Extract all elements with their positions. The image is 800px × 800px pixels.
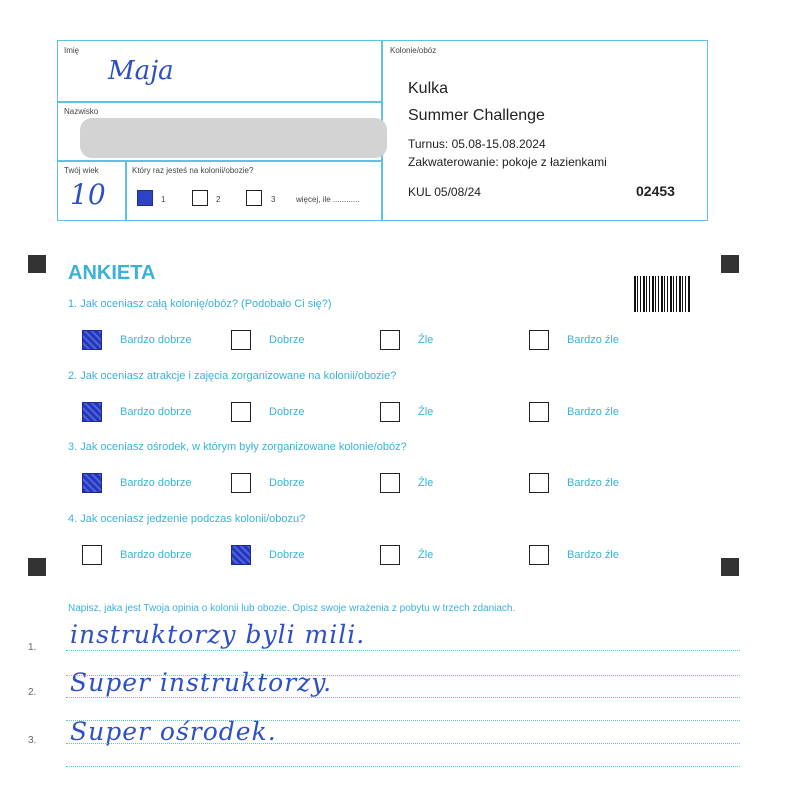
opinion-prompt: Napisz, jaka jest Twoja opinia o kolonii lub obozie. Opisz swoje wrażenia z pobytu w trzech zdaniach. bbox=[68, 603, 516, 614]
q2-option-bad-checkbox[interactable] bbox=[380, 402, 400, 422]
times-option-2-checkbox[interactable] bbox=[192, 190, 208, 206]
header-divider-name bbox=[57, 101, 382, 103]
q4-option-bad-label: Źle bbox=[418, 549, 434, 561]
opinion-line-2-text[interactable]: Super instruktorzy. bbox=[70, 668, 333, 697]
q1-option-very-good-label: Bardzo dobrze bbox=[120, 334, 192, 346]
opinion-line-3-number: 3. bbox=[28, 735, 37, 746]
opinion-extra-rule-1 bbox=[66, 675, 740, 676]
q2-option-good-label: Dobrze bbox=[269, 406, 305, 418]
q1-option-good-label: Dobrze bbox=[269, 334, 305, 346]
camp-name: Kulka bbox=[408, 80, 449, 97]
camp-code: KUL 05/08/24 bbox=[408, 185, 481, 199]
camp-program: Summer Challenge bbox=[408, 107, 545, 124]
scan-marker-top-right bbox=[721, 255, 739, 273]
q3-option-very-good-label: Bardzo dobrze bbox=[120, 477, 192, 489]
surname-label: Nazwisko bbox=[64, 107, 99, 116]
q1-option-very-bad-label: Bardzo źle bbox=[567, 334, 619, 346]
turnus: Turnus: 05.08-15.08.2024 bbox=[408, 137, 546, 151]
times-option-1-checkbox[interactable] bbox=[137, 190, 153, 206]
times-option-1-label: 1 bbox=[161, 195, 166, 204]
times-option-3-checkbox[interactable] bbox=[246, 190, 262, 206]
opinion-line-2-rule bbox=[66, 697, 740, 698]
age-label: Twój wiek bbox=[64, 166, 99, 175]
q3-option-bad-checkbox[interactable] bbox=[380, 473, 400, 493]
header-divider-age bbox=[125, 160, 127, 221]
q1-option-bad-checkbox[interactable] bbox=[380, 330, 400, 350]
q1-option-very-good-checkbox[interactable] bbox=[82, 330, 102, 350]
q3-option-very-good-checkbox[interactable] bbox=[82, 473, 102, 493]
scan-marker-bottom-left bbox=[28, 558, 46, 576]
q2-option-very-bad-checkbox[interactable] bbox=[529, 402, 549, 422]
age-value[interactable]: 10 bbox=[70, 178, 106, 211]
survey-title: ANKIETA bbox=[68, 262, 156, 284]
q4-option-very-bad-label: Bardzo źle bbox=[567, 549, 619, 561]
question-3: 3. Jak oceniasz ośrodek, w którym były zorganizowane kolonie/obóz? bbox=[68, 441, 407, 453]
opinion-line-3-rule bbox=[66, 743, 740, 744]
q2-option-bad-label: Źle bbox=[418, 406, 434, 418]
question-1: 1. Jak oceniasz całą kolonię/obóz? (Podobało Ci się?) bbox=[68, 298, 332, 310]
q4-option-good-checkbox[interactable] bbox=[231, 545, 251, 565]
opinion-line-1-rule bbox=[66, 650, 740, 651]
q4-option-very-good-label: Bardzo dobrze bbox=[120, 549, 192, 561]
q3-option-bad-label: Źle bbox=[418, 477, 434, 489]
q3-option-very-bad-checkbox[interactable] bbox=[529, 473, 549, 493]
q2-option-good-checkbox[interactable] bbox=[231, 402, 251, 422]
question-4: 4. Jak oceniasz jedzenie podczas kolonii/obozu? bbox=[68, 513, 306, 525]
scan-marker-top-left bbox=[28, 255, 46, 273]
name-label: Imię bbox=[64, 46, 80, 55]
q2-option-very-good-checkbox[interactable] bbox=[82, 402, 102, 422]
q1-option-good-checkbox[interactable] bbox=[231, 330, 251, 350]
q4-option-very-good-checkbox[interactable] bbox=[82, 545, 102, 565]
redacted-surname bbox=[80, 118, 387, 158]
question-2: 2. Jak oceniasz atrakcje i zajęcia zorganizowane na kolonii/obozie? bbox=[68, 370, 397, 382]
q2-option-very-good-label: Bardzo dobrze bbox=[120, 406, 192, 418]
scan-marker-bottom-right bbox=[721, 558, 739, 576]
q1-option-very-bad-checkbox[interactable] bbox=[529, 330, 549, 350]
opinion-line-1-number: 1. bbox=[28, 642, 37, 653]
q4-option-very-bad-checkbox[interactable] bbox=[529, 545, 549, 565]
opinion-line-1-text[interactable]: instruktorzy byli mili. bbox=[70, 620, 366, 649]
q4-option-good-label: Dobrze bbox=[269, 549, 305, 561]
times-option-3-label: 3 bbox=[271, 195, 276, 204]
opinion-line-3-text[interactable]: Super ośrodek. bbox=[70, 717, 277, 746]
form-number: 02453 bbox=[636, 183, 675, 199]
accommodation: Zakwaterowanie: pokoje z łazienkami bbox=[408, 155, 607, 169]
opinion-extra-rule-3 bbox=[66, 766, 740, 767]
q3-option-good-label: Dobrze bbox=[269, 477, 305, 489]
header-divider-surname bbox=[57, 160, 382, 162]
barcode bbox=[634, 276, 690, 312]
camp-label: Kolonie/obóz bbox=[390, 46, 437, 55]
opinion-line-2-number: 2. bbox=[28, 687, 37, 698]
times-label: Który raz jesteś na kolonii/obozie? bbox=[132, 166, 254, 175]
q3-option-very-bad-label: Bardzo źle bbox=[567, 477, 619, 489]
q2-option-very-bad-label: Bardzo źle bbox=[567, 406, 619, 418]
q4-option-bad-checkbox[interactable] bbox=[380, 545, 400, 565]
q1-option-bad-label: Źle bbox=[418, 334, 434, 346]
times-option-more-label: więcej, ile ............ bbox=[296, 195, 360, 204]
name-value[interactable]: Maja bbox=[108, 56, 174, 86]
times-option-2-label: 2 bbox=[216, 195, 221, 204]
q3-option-good-checkbox[interactable] bbox=[231, 473, 251, 493]
